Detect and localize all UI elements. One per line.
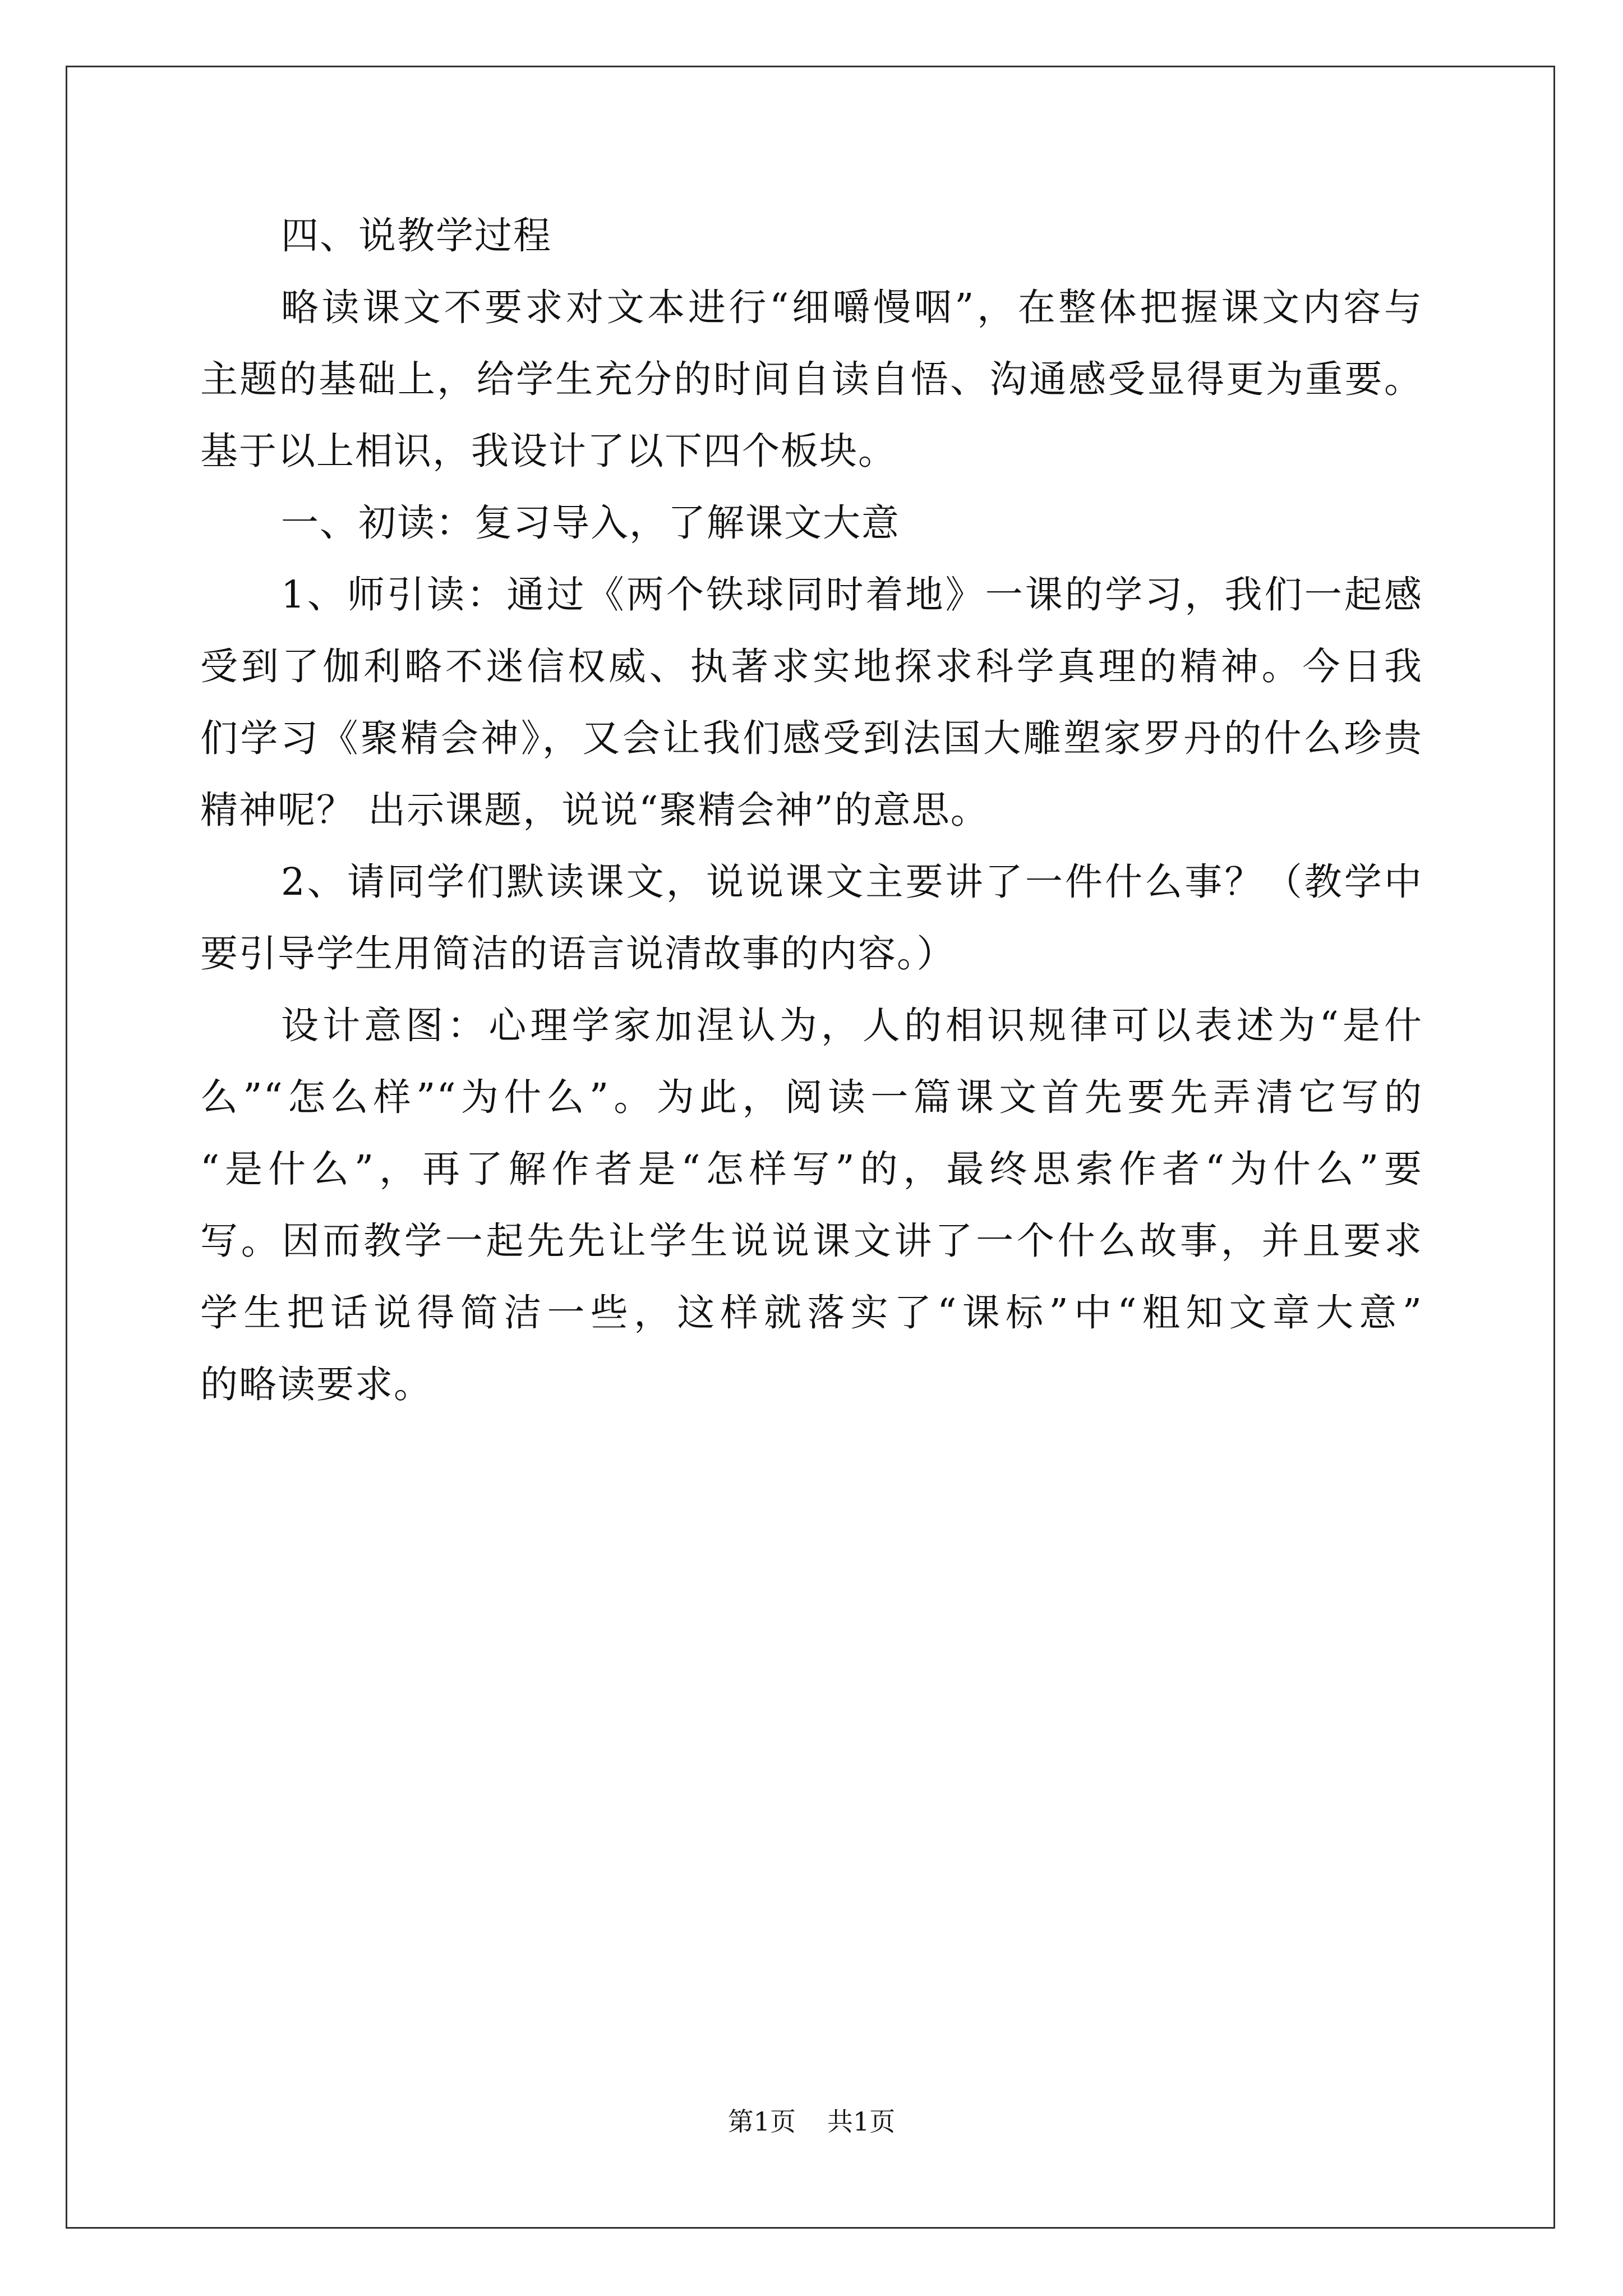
- paragraph-line: 学生把话说得简洁一些，这样就落实了“课标”中“粗知文章大意”: [200, 1291, 1423, 1335]
- paragraph-line: 基于以上相识，我设计了以下四个板块。: [200, 429, 897, 473]
- page-total: 共1页: [827, 2106, 896, 2137]
- paragraph-line: 精神呢？ 出示课题，说说“聚精会神”的意思。: [200, 788, 989, 832]
- paragraph-line: 写。因而教学一起先先让学生说说课文讲了一个什么故事，并且要求: [200, 1219, 1423, 1263]
- paragraph-line: 1、师引读：通过《两个铁球同时着地》一课的学习，我们一起感: [281, 573, 1423, 616]
- section-heading-teaching-process: 四、说教学过程: [281, 214, 552, 257]
- page-number: 第1页: [727, 2106, 796, 2137]
- paragraph-line: 们学习《聚精会神》，又会让我们感受到法国大雕塑家罗丹的什么珍贵: [200, 716, 1423, 760]
- paragraph-line: 受到了伽利略不迷信权威、执著求实地探求科学真理的精神。今日我: [200, 645, 1423, 688]
- paragraph-line: 的略读要求。: [200, 1363, 432, 1406]
- paragraph-line: 要引导学生用简洁的语言说清故事的内容。）: [200, 932, 956, 976]
- paragraph-line: “是什么”，再了解作者是“怎样写”的，最终思索作者“为什么”要: [200, 1147, 1423, 1191]
- paragraph-line: 主题的基础上，给学生充分的时间自读自悟、沟通感受显得更为重要。: [200, 357, 1423, 401]
- paragraph-line: 2、请同学们默读课文，说说课文主要讲了一件什么事？（教学中: [281, 860, 1423, 904]
- section-heading-first-reading: 一、初读：复习导入，了解课文大意: [281, 501, 900, 545]
- paragraph-line: 么”“怎么样”“为什么”。为此，阅读一篇课文首先要先弄清它写的: [200, 1075, 1423, 1119]
- paragraph-line: 设计意图：心理学家加涅认为，人的相识规律可以表述为“是什: [281, 1004, 1423, 1047]
- paragraph-line: 略读课文不要求对文本进行“细嚼慢咽”，在整体把握课文内容与: [281, 286, 1423, 329]
- page-footer: [0, 2105, 1623, 2138]
